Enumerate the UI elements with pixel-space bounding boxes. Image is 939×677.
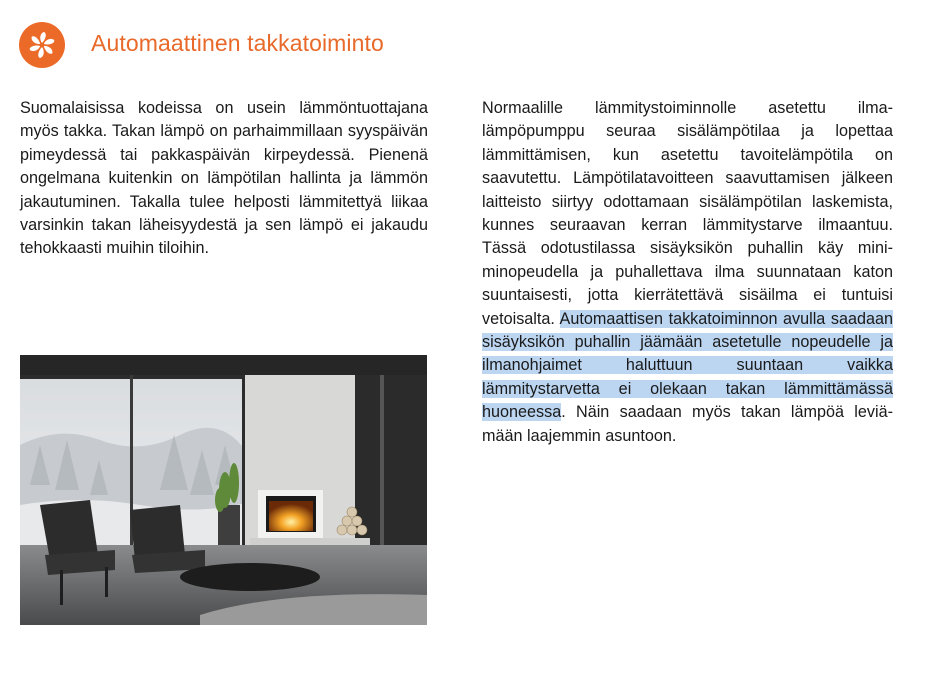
- paragraph-text-after: . Näin saadaan myös takan lämpöä leviämään laajemmin asuntoon.: [482, 403, 893, 445]
- left-paragraph: Suomalaisissa kodeissa on usein lämmöntuottajana myös takka. Takan lämpö on parhaimmillaan syyspäivän pimeydessä tai pakkaspäivän kirpeydessä. Pienenä ongelmana kuitenkin on lämpötilan hallinta ja lämmön jakautuminen. Takalla tulee helposti lämmitettyä liikaa varsinkin takan läheisyydestä ja sen lämpö ei jakaudu tehokkaasti muihin tiloihin.: [20, 99, 428, 258]
- right-paragraph: [482, 97, 893, 448]
- paragraph-text-before: Normaalille lämmitystoiminnolle asetettu ilmalämpöpumppu seuraa sisälämpötilaa ja lopettaa lämmittämisen, kun asetettu tavoitelämpötila on saavutettu. Lämpötilatavoitteen saavuttamisen jälkeen laitteisto siirtyy odottamaan sisälämpötilan laskemista, kunnes seuraavan kerran lämmitystarve ilmaantuu. Tässä odotustilassa sisäyksikön puhallin käy miniminopeudella ja puhallettava ilma suunnataan katon suuntaisesti, jotta kierrätettävä sisäilma ei tuntuisi vetoisalta.: [482, 99, 893, 328]
- highlighted-text-selection[interactable]: Automaattisen takkatoiminnon avulla saadaan sisäyksikön puhallin jäämään asetetulle nopeudelle ja ilmanohjaimet haluttuun suuntaan vaikka lämmitystarvetta ei olekaan takan lämmittämässä huoneessa: [482, 309, 893, 422]
- fan-icon: [19, 22, 65, 68]
- section-title: Automaattinen takkatoiminto: [91, 30, 384, 56]
- fireplace-living-room-photo: [20, 355, 427, 625]
